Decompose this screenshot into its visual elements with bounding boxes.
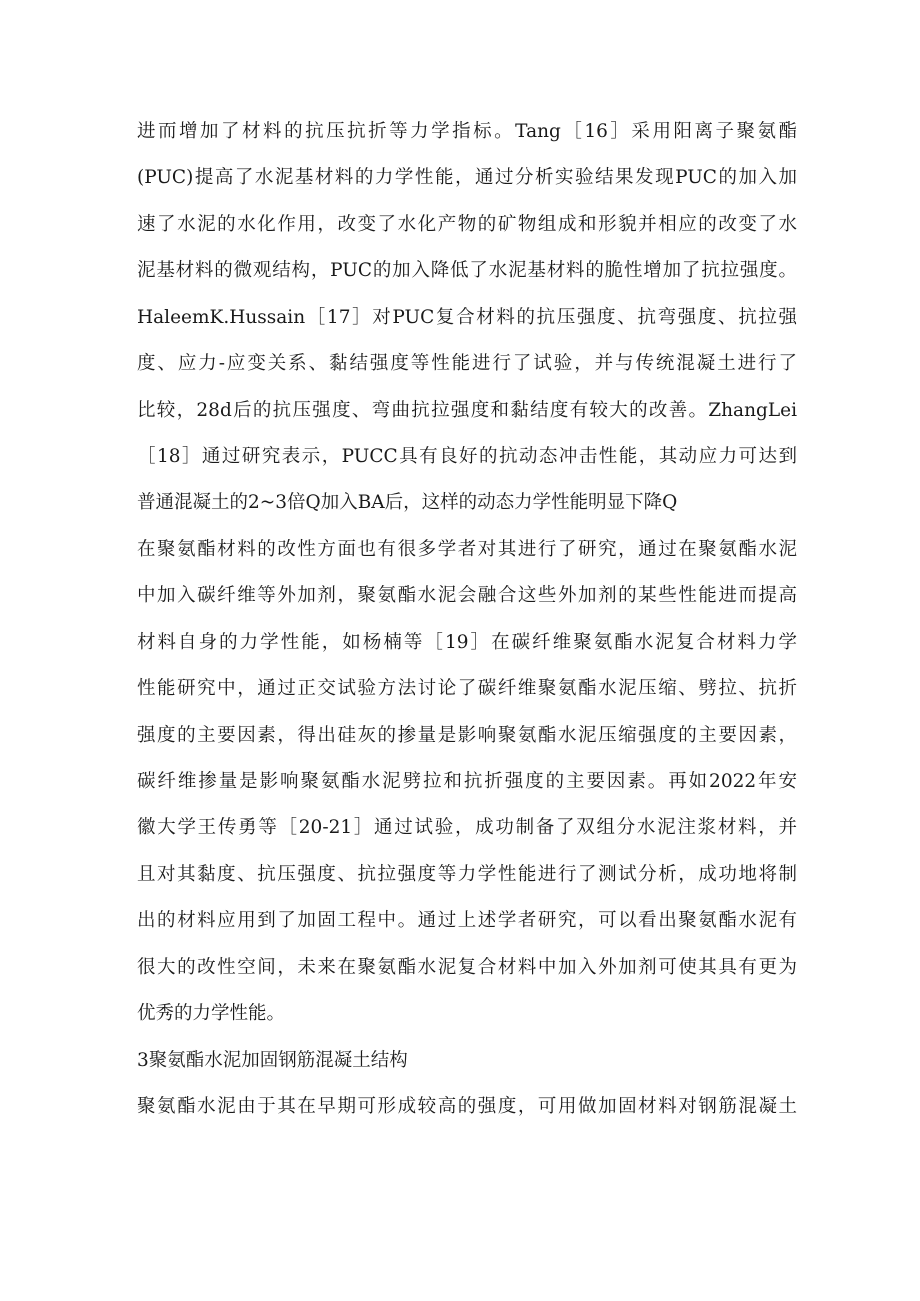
- paragraph-line: 徽大学王传勇等［20-21］通过试验，成功制备了双组分水泥注浆材料，并: [137, 817, 797, 838]
- paragraph-line: 碳纤维掺量是影响聚氨酯水泥劈拉和抗折强度的主要因素。再如2022年安: [137, 771, 797, 792]
- paragraph-line: 进而增加了材料的抗压抗折等力学指标。Tang［16］采用阳离子聚氨酯: [137, 121, 797, 142]
- paragraph-line: 度、应力-应变关系、黏结强度等性能进行了试验，并与传统混凝土进行了: [137, 353, 797, 374]
- paragraph-line: 普通混凝土的2~3倍Q加入BA后，这样的动态力学性能明显下降Q: [137, 492, 678, 513]
- paragraph-line: 泥基材料的微观结构，PUC的加入降低了水泥基材料的脆性增加了抗拉强度。: [137, 260, 797, 281]
- paragraph-line: 在聚氨酯材料的改性方面也有很多学者对其进行了研究，通过在聚氨酯水泥: [137, 539, 797, 560]
- paragraph-line: 聚氨酯水泥由于其在早期可形成较高的强度，可用做加固材料对钢筋混凝土: [137, 1096, 797, 1117]
- paragraph-line: ［18］通过研究表示，PUCC具有良好的抗动态冲击性能，其动应力可达到: [137, 446, 797, 467]
- paragraph-line: 比较，28d后的抗压强度、弯曲抗拉强度和黏结度有较大的改善。ZhangLei: [137, 400, 797, 421]
- paragraph-line: 中加入碳纤维等外加剂，聚氨酯水泥会融合这些外加剂的某些性能进而提高: [137, 585, 797, 606]
- paragraph-line: 优秀的力学性能。: [137, 1003, 286, 1024]
- section-heading: 3聚氨酯水泥加固钢筋混凝土结构: [137, 1050, 408, 1071]
- paragraph-line: 出的材料应用到了加固工程中。通过上述学者研究，可以看出聚氨酯水泥有: [137, 910, 797, 931]
- paragraph-line: 性能研究中，通过正交试验方法讨论了碳纤维聚氨酯水泥压缩、劈拉、抗折: [137, 678, 797, 699]
- paragraph-line: 强度的主要因素，得出硅灰的掺量是影响聚氨酯水泥压缩强度的主要因素，: [137, 725, 797, 746]
- paragraph-line: HaleemK.Hussain［17］对PUC复合材料的抗压强度、抗弯强度、抗拉强: [137, 307, 797, 328]
- paragraph-line: 很大的改性空间，未来在聚氨酯水泥复合材料中加入外加剂可使其具有更为: [137, 957, 797, 978]
- paragraph-line: 速了水泥的水化作用，改变了水化产物的矿物组成和形貌并相应的改变了水: [137, 214, 797, 235]
- paragraph-line: 材料自身的力学性能，如杨楠等［19］在碳纤维聚氨酯水泥复合材料力学: [137, 632, 797, 653]
- paragraph-line: (PUC)提高了水泥基材料的力学性能，通过分析实验结果发现PUC的加入加: [137, 167, 797, 188]
- paragraph-line: 且对其黏度、抗压强度、抗拉强度等力学性能进行了测试分析，成功地将制: [137, 864, 797, 885]
